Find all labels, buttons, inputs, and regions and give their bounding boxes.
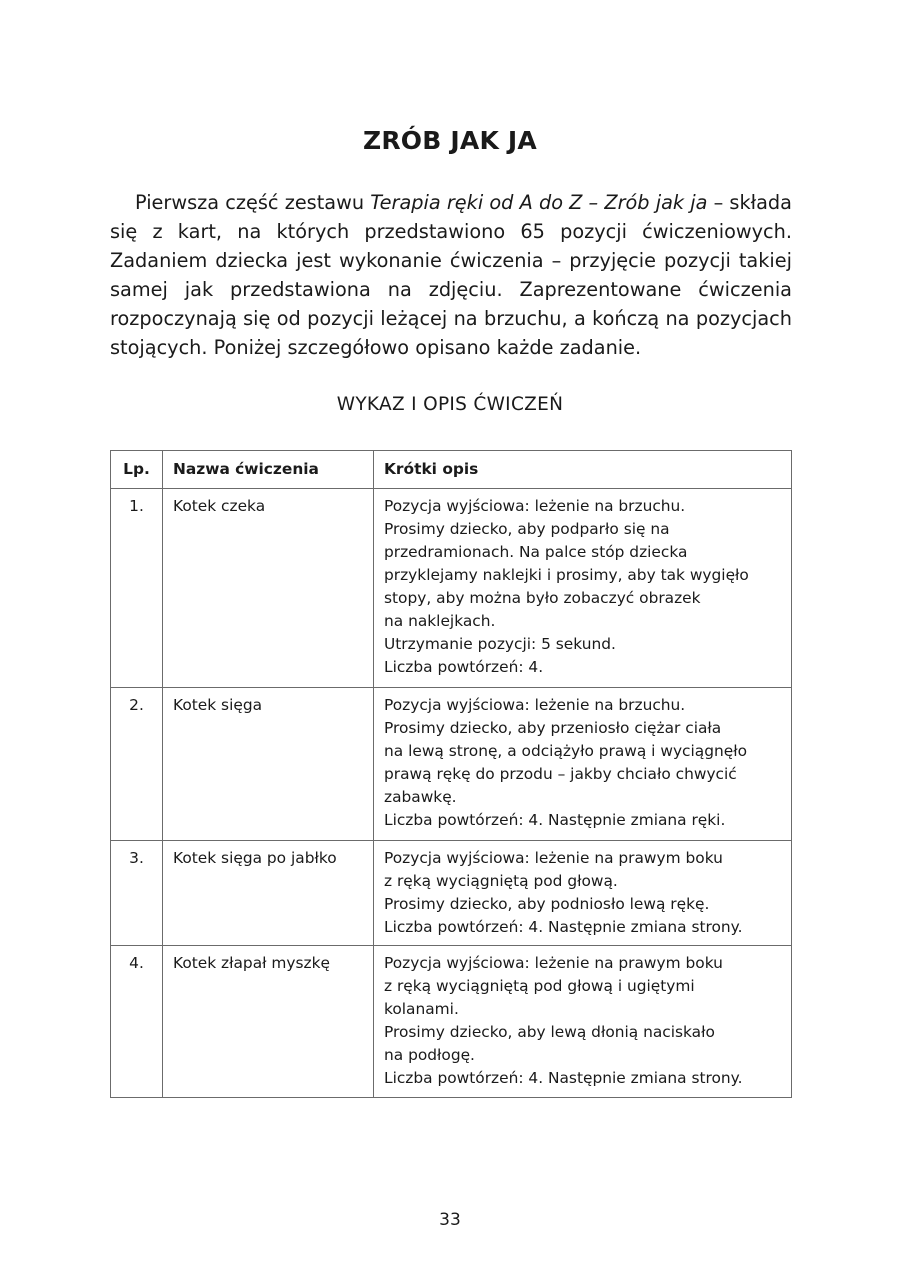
header-lp: Lp. [111,451,163,489]
intro-text-start: Pierwsza część zestawu [135,191,371,214]
page-title: ZRÓB JAK JA [363,126,537,155]
section-subtitle: WYKAZ I OPIS ĆWICZEŃ [336,394,564,415]
description-line: Utrzymanie pozycji: 5 sekund. [384,635,616,653]
table-row [111,946,792,1098]
description-line: Pozycja wyjściowa: leżenie na prawym boku [384,954,723,972]
description-line: stopy, aby można było zobaczyć obrazek [384,589,701,607]
row-number: 1. [111,489,163,688]
description-line: kolanami. [384,1000,459,1018]
header-description: Krótki opis [374,451,792,489]
exercise-name: Kotek sięga po jabłko [163,841,374,946]
description-line: Liczba powtórzeń: 4. Następnie zmiana ręki. [384,811,726,829]
description-line: na podłogę. [384,1046,475,1064]
description-line: Prosimy dziecko, aby lewą dłonią naciskało [384,1023,715,1041]
exercise-name: Kotek sięga [163,688,374,841]
description-line: prawą rękę do przodu – jakby chciało chwycić [384,765,737,783]
table-row [111,688,792,841]
description-line: Liczba powtórzeń: 4. [384,658,544,676]
page-number: 33 [439,1210,461,1230]
description-line: Prosimy dziecko, aby podparło się na [384,520,670,538]
description-line: na lewą stronę, a odciążyło prawą i wyciągnęło [384,742,748,760]
exercise-description [374,489,792,688]
table-row [111,489,792,688]
description-line: Prosimy dziecko, aby przeniosło ciężar ciała [384,719,722,737]
exercise-description [374,946,792,1098]
description-line: z ręką wyciągniętą pod głową i ugiętymi [384,977,695,995]
header-exercise-name: Nazwa ćwiczenia [163,451,374,489]
row-number: 3. [111,841,163,946]
description-line: Pozycja wyjściowa: leżenie na prawym boku [384,849,723,867]
exercise-name: Kotek złapał myszkę [163,946,374,1098]
row-number: 2. [111,688,163,841]
description-line: zabawkę. [384,788,457,806]
exercise-table [110,450,792,1098]
exercise-name: Kotek czeka [163,489,374,688]
description-line: Prosimy dziecko, aby podniosło lewą rękę. [384,895,710,913]
table-row [111,841,792,946]
description-line: na naklejkach. [384,612,496,630]
description-line: Liczba powtórzeń: 4. Następnie zmiana strony. [384,918,743,936]
exercise-description [374,688,792,841]
description-line: Liczba powtórzeń: 4. Następnie zmiana strony. [384,1069,743,1087]
intro-book-title: Terapia ręki od A do Z – Zrób jak ja [370,191,708,214]
intro-paragraph [110,188,792,362]
description-line: przedramionach. Na palce stóp dziecka [384,543,688,561]
description-line: przyklejamy naklejki i prosimy, aby tak wygięło [384,566,749,584]
description-line: Pozycja wyjściowa: leżenie na brzuchu. [384,696,686,714]
description-line: Pozycja wyjściowa: leżenie na brzuchu. [384,497,686,515]
exercise-description [374,841,792,946]
table-header-row [111,451,792,489]
intro-text-rest: – składa się z kart, na których przedstawiono 65 pozycji ćwiczeniowych. Zadaniem dziecka jest wykonanie ćwiczenia – przyjęcie pozycji takiej samej jak przedstawiona na zdjęciu. Zaprezentowane ćwiczenia rozpoczynają się od pozycji leżącej na brzuchu, a kończą na pozycjach stojących. Poniżej szczegółowo opisano każde zadanie. [110,191,792,359]
description-line: z ręką wyciągniętą pod głową. [384,872,618,890]
row-number: 4. [111,946,163,1098]
